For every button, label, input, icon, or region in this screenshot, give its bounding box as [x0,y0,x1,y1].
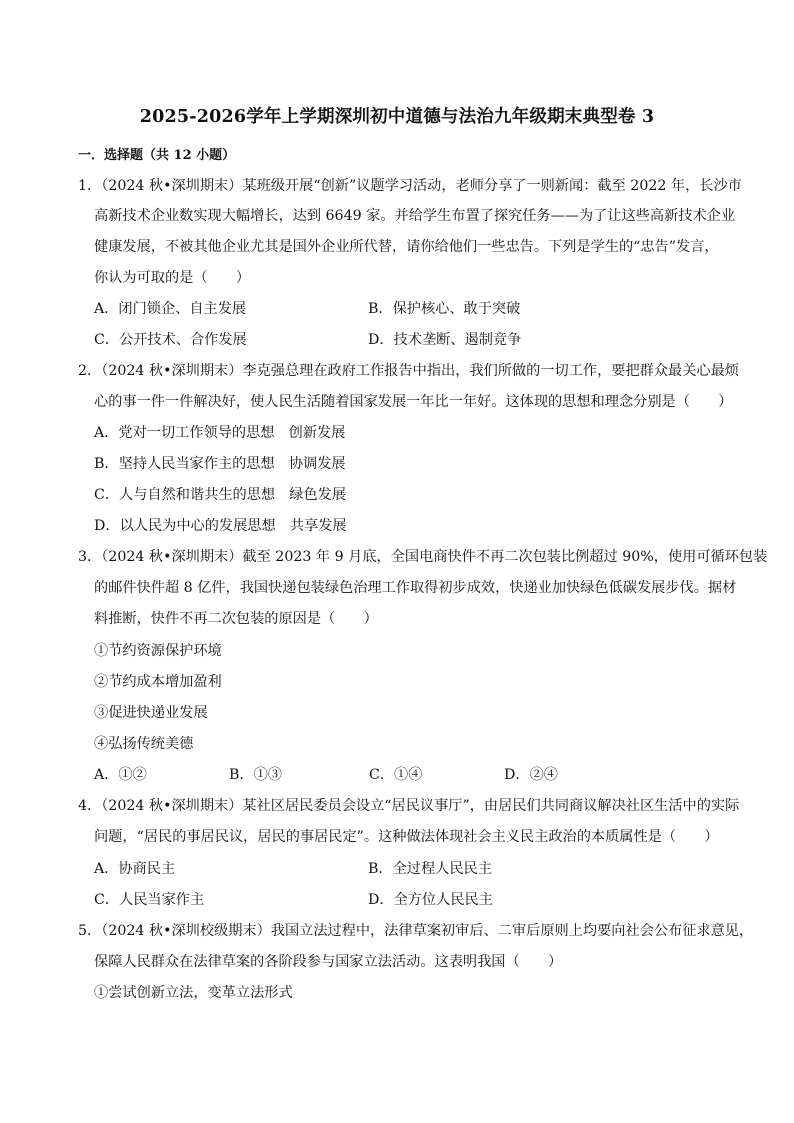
q1-option-b: B．保护核心、敢于突破 [368,301,521,317]
q3-option-b: B．①③ [229,767,282,783]
q3-item-2: ②节约成本增加盈利 [94,674,222,690]
q4-option-a: A．协商民主 [94,861,176,877]
q5-line-2: 保障人民群众在法律草案的各阶段参与国家立法活动。这表明我国（ ） [94,954,563,970]
section-heading: 一．选择题（共 12 小题） [78,148,236,163]
q3-option-c: C．①④ [369,767,423,783]
q2-option-d: D．以人民为中心的发展思想 共享发展 [94,518,347,534]
q2-line-1: 2．（2024 秋•深圳期末）李克强总理在政府工作报告中指出，我们所做的一切工作，要把群众最关心最烦 [78,363,739,379]
q2-option-c: C．人与自然和谐共生的思想 绿色发展 [94,487,347,503]
q4-option-c: C．人民当家作主 [94,892,205,908]
q3-line-3: 料推断，快件不再二次包装的原因是（ ） [94,611,378,627]
q1-line-2: 高新技术企业数实现大幅增长，达到 6649 家。并给学生布置了探究任务——为了让这些高新技术企业 [94,208,736,224]
q3-item-4: ④弘扬传统美德 [94,736,194,752]
q5-line-1: 5．（2024 秋•深圳校级期末）我国立法过程中，法律草案初审后、二审后原则上均要向社会公布征求意见， [78,923,754,939]
q4-option-b: B．全过程人民民主 [368,861,492,877]
q4-option-d: D．全方位人民民主 [368,892,493,908]
q4-line-1: 4．（2024 秋•深圳期末）某社区居民委员会设立“居民议事厅”，由居民们共同商议解决社区生活中的实际 [78,798,740,814]
q3-option-a: A．①② [94,767,147,783]
q3-line-2: 的邮件快件超 8 亿件，我国快递包装绿色治理工作取得初步成效，快递业加快绿色低碳发展步伐。据材 [94,580,737,596]
q1-line-4: 你认为可取的是（ ） [94,270,251,286]
q1-option-a: A．闭门锁企、自主发展 [94,301,247,317]
q2-option-a: A．党对一切工作领导的思想 创新发展 [94,425,346,441]
q3-item-3: ③促进快递业发展 [94,705,208,721]
q1-option-d: D．技术垄断、遏制竞争 [368,332,522,348]
page-title: 2025-2026学年上学期深圳初中道德与法治九年级期末典型卷 3 [139,107,655,127]
q3-line-1: 3．（2024 秋•深圳期末）截至 2023 年 9 月底，全国电商快件不再二次包装比例超过 90%，使用可循环包装 [78,549,768,565]
q2-line-2: 心的事一件一件解决好，使人民生活随着国家发展一年比一年好。这体现的思想和理念分别是（ ） [94,394,733,410]
q1-option-c: C．公开技术、合作发展 [94,332,247,348]
q5-item-1: ①尝试创新立法，变革立法形式 [94,985,293,1001]
q1-line-3: 健康发展，不被其他企业尤其是国外企业所代替，请你给他们一些忠告。下列是学生的“忠告”发言， [94,239,719,255]
q1-line-1: 1．（2024 秋•深圳期末）某班级开展“创新”议题学习活动，老师分享了一则新闻：截至 2022 年，长沙市 [78,178,742,194]
q3-item-1: ①节约资源保护环境 [94,643,222,659]
q2-option-b: B．坚持人民当家作主的思想 协调发展 [94,456,346,472]
q4-line-2: 问题，“居民的事居民议，居民的事居民定”。这种做法体现社会主义民主政治的本质属性是（ ） [94,829,719,845]
q3-option-d: D．②④ [504,767,558,783]
